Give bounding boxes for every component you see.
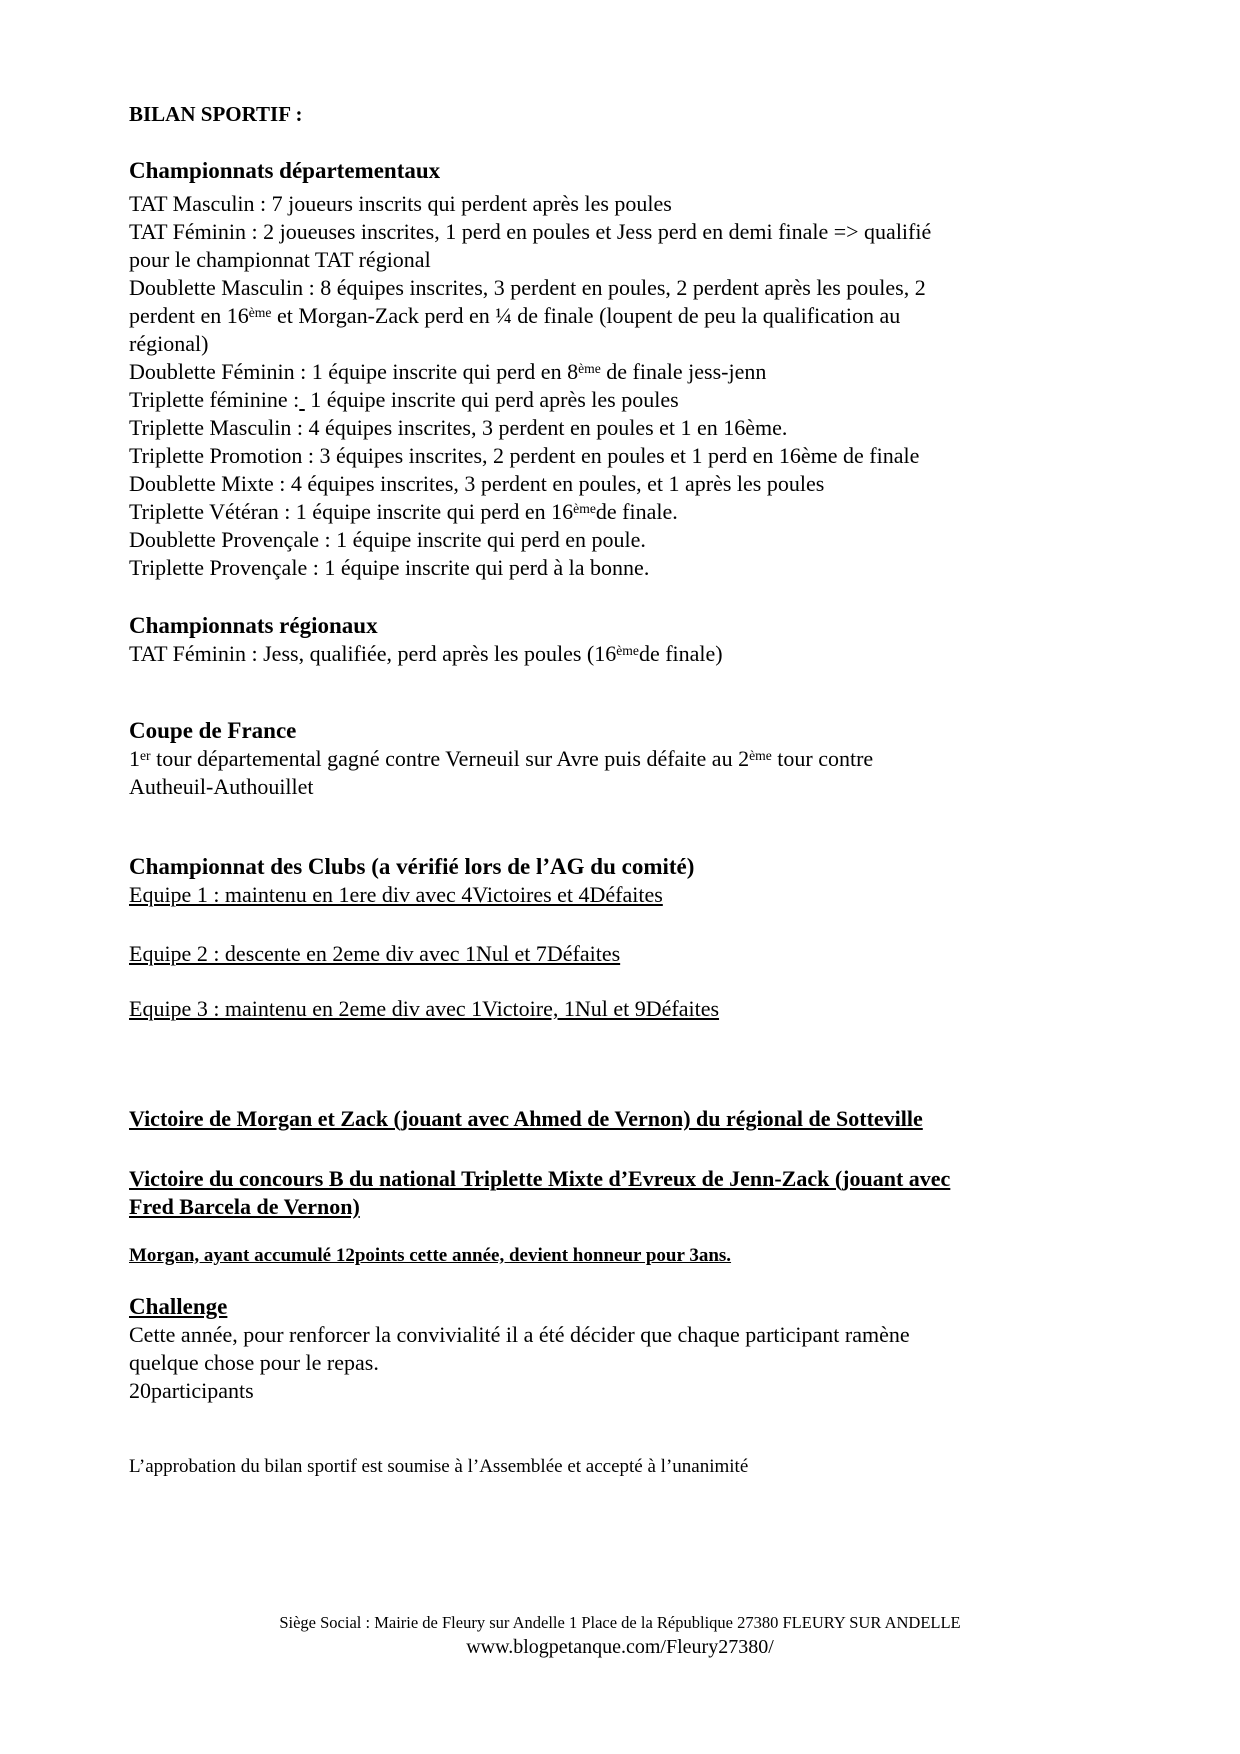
text-line [129,995,1129,1023]
text-segment: de finale jess-jenn [600,359,767,384]
superscript-text: ème [248,304,272,320]
text-segment: Championnats régionaux [129,613,378,638]
text-line [129,853,1129,881]
text-segment: Championnat des Clubs (a vérifié lors de l’AG du comité) [129,854,695,879]
heading-challenge [129,1293,1129,1321]
text-line [129,745,1129,773]
text-segment: Challenge [129,1294,228,1319]
text-segment: Triplette Masculin : 4 équipes inscrites, 3 perdent en poules et 1 en 16ème. [129,415,788,440]
text-line [129,190,1129,218]
text-segment: quelque chose pour le repas. [129,1350,379,1375]
text-line [129,612,1129,640]
text-segment: BILAN SPORTIF : [129,102,303,126]
para-coupe-de-france [129,745,1129,801]
para-equipe-3 [129,995,1129,1023]
text-segment: Doublette Masculin : 8 équipes inscrites, 3 perdent en poules, 2 perdent après les poules, 2 [129,275,926,300]
para-championnats-regionaux [129,640,1129,668]
text-segment: tour contre [771,746,874,771]
superscript-text: ème [749,747,772,763]
superscript-text: ème [616,642,639,658]
para-morgan-honneur [129,1243,1129,1268]
text-segment: pour le championnat TAT régional [129,247,431,272]
text-line [129,218,1129,246]
para-equipe-2 [129,940,1129,968]
text-line [129,358,1129,386]
text-line [129,1455,1129,1479]
text-segment: L’approbation du bilan sportif est soumise à l’Assemblée et accepté à l’unanimité [129,1456,749,1477]
text-segment: Victoire du concours B du national Triplette Mixte d’Evreux de Jenn-Zack (jouant avec [129,1166,951,1191]
text-line [129,498,1129,526]
text-line [129,1377,1129,1405]
text-segment: Victoire de Morgan et Zack (jouant avec Ahmed de Vernon) du régional de Sotteville [129,1106,923,1131]
superscript-text: ème [578,360,601,376]
text-line [129,442,1129,470]
text-line [129,386,1129,414]
text-segment: Cette année, pour renforcer la convivialité il a été décider que chaque participant ramène [129,1322,910,1347]
footer-address: Siège Social : Mairie de Fleury sur Andelle 1 Place de la République 27380 FLEURY SUR ANDELLE [279,1613,961,1632]
text-line [129,330,1129,358]
text-line [129,881,1129,909]
text-segment: TAT Féminin : Jess, qualifiée, perd après les poules (16 [129,641,617,666]
text-segment: de finale. [595,499,678,524]
text-line [129,1165,1129,1193]
text-segment: Morgan, ayant accumulé 12points cette année, devient honneur pour 3ans. [129,1245,732,1266]
text-line [129,1193,1129,1221]
text-segment: tour départemental gagné contre Verneuil sur Avre puis défaite au 2 [150,746,750,771]
text-segment: et Morgan-Zack perd en ¼ de finale (loupent de peu la qualification au [271,303,901,328]
text-line [129,526,1129,554]
text-segment: perdent en 16 [129,303,249,328]
heading-championnat-des-clubs [129,853,1129,881]
heading-coupe-de-france [129,717,1129,745]
text-segment: Autheuil-Authouillet [129,774,314,799]
text-segment: Equipe 3 : maintenu en 2eme div avec 1Victoire, 1Nul et 9Défaites [129,996,720,1021]
para-equipe-1 [129,881,1129,909]
text-segment: TAT Masculin : 7 joueurs inscrits qui perdent après les poules [129,191,672,216]
text-line [129,414,1129,442]
text-line [129,1293,1129,1321]
text-segment: Triplette féminine : [129,387,300,412]
text-segment: 1 équipe inscrite qui perd après les poules [304,387,679,412]
text-line [129,640,1129,668]
text-line [129,246,1129,274]
text-segment: TAT Féminin : 2 joueuses inscrites, 1 perd en poules et Jess perd en demi finale => qualifié [129,219,932,244]
para-challenge [129,1321,1129,1405]
text-line [129,470,1129,498]
text-segment: Championnats départementaux [129,158,441,183]
text-segment: Equipe 1 : maintenu en 1ere div avec 4Victoires et 4Défaites [129,882,663,907]
text-segment: Doublette Mixte : 4 équipes inscrites, 3 perdent en poules, et 1 après les poules [129,471,825,496]
text-segment: Equipe 2 : descente en 2eme div avec 1Nul et 7Défaites [129,941,621,966]
para-championnats-departementaux [129,190,1129,582]
text-line [129,157,1129,185]
text-line [129,274,1129,302]
text-line [129,717,1129,745]
text-segment: de finale) [638,641,723,666]
footer-url: www.blogpetanque.com/Fleury27380/ [466,1636,774,1658]
text-line [129,1243,1129,1268]
text-line [129,1321,1129,1349]
para-victoire-sotteville [129,1105,1129,1133]
heading-championnats-regionaux [129,612,1129,640]
doc-title [129,100,1129,128]
text-line [129,940,1129,968]
superscript-text: er [140,747,151,763]
heading-championnats-departementaux [129,157,1129,185]
text-line [129,1349,1129,1377]
text-line [129,100,1129,128]
text-line [129,302,1129,330]
text-segment: Coupe de France [129,718,297,743]
text-segment: Doublette Provençale : 1 équipe inscrite qui perd en poule. [129,527,646,552]
text-segment: Triplette Provençale : 1 équipe inscrite qui perd à la bonne. [129,555,650,580]
text-segment: Triplette Vétéran : 1 équipe inscrite qui perd en 16 [129,499,574,524]
para-approbation [129,1455,1129,1479]
text-segment: Fred Barcela de Vernon) [129,1194,360,1219]
superscript-text: ème [573,500,596,516]
text-line [129,1105,1129,1133]
document-content [129,100,1129,1479]
page-footer [0,1612,1240,1660]
text-segment: régional) [129,331,209,356]
text-segment: Doublette Féminin : 1 équipe inscrite qui perd en 8 [129,359,579,384]
para-victoire-evreux [129,1165,1129,1221]
text-line [129,773,1129,801]
text-segment: 1 [129,746,140,771]
text-segment: Triplette Promotion : 3 équipes inscrites, 2 perdent en poules et 1 perd en 16ème de finale [129,443,920,468]
text-segment: 20participants [129,1378,254,1403]
text-line [129,554,1129,582]
